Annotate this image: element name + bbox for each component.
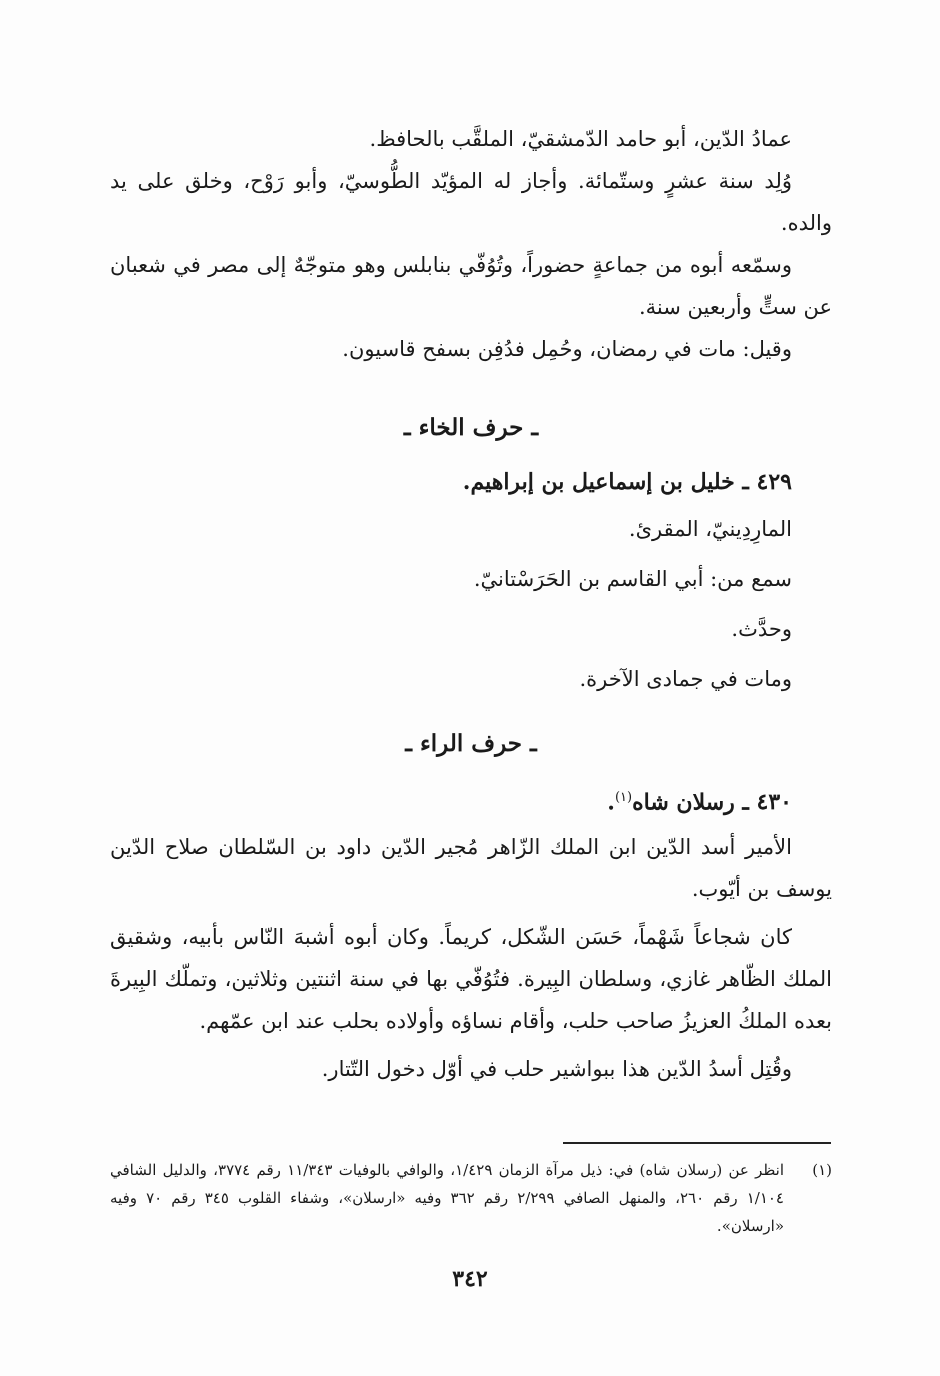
- text-line: وحدَّث.: [731, 617, 792, 641]
- section-heading-kha: ـ حرف الخاء ـ: [403, 414, 539, 441]
- top-paragraphs: [110, 118, 832, 370]
- entry-429-lines: [110, 508, 832, 700]
- footnote-marker: (١): [812, 1161, 832, 1179]
- footnote-reference[interactable]: (١): [614, 790, 633, 805]
- paragraph: الأمير أسد الدّين ابن الملك الزّاهر مُجير الدّين داود بن السّلطان صلاح الدّين يوسف بن أيّوب.: [110, 835, 832, 901]
- entry-number: ٤٣٠: [756, 789, 792, 816]
- entry-end-mark: .: [607, 789, 615, 816]
- paragraph: وُلِد سنة عشرٍ وستّمائة. وأجاز له المؤيّد الطُّوسيّ، وأبو رَوْح، وخلق على يد والده.: [110, 169, 832, 235]
- footnote-separator: [563, 1142, 831, 1144]
- footnote: [110, 1156, 832, 1240]
- entry-number: ٤٢٩: [756, 469, 792, 495]
- entry-430-paragraphs: [110, 826, 832, 1090]
- text-line: ومات في جمادى الآخرة.: [579, 667, 792, 691]
- text-line: المارِدِينيّ، المقرئ.: [628, 517, 792, 541]
- footnote-text: انظر عن (رسلان شاه) في: ذيل مرآة الزمان ١/٤٢٩، والوافي بالوفيات ١١/٣٤٣ رقم ٣٧٧٤، والدليل الشافي ١/١٠٤ رقم ٢٦٠، والمنهل الصافي ٢/٢٩٩ رقم ٣٦٢ وفيه «ارسلان»، وشفاء القلوب ٣٤٥ رقم ٧٠ وفيه «ارسلان».: [110, 1161, 785, 1235]
- paragraph: وقُتِل أسدُ الدّين هذا ببواشير حلب في أوّل دخول التّتار.: [321, 1057, 792, 1081]
- section-heading-ra: ـ حرف الراء ـ: [405, 730, 537, 757]
- entry-name: ـ خليل بن إسماعيل بن إبراهيم.: [462, 469, 749, 495]
- paragraph: وسمّعه أبوه من جماعةٍ حضوراً، وتُوُفّي بنابلس وهو متوجّهٌ إلى مصر في شعبان عن ستٍّ وأربعين سنة.: [110, 253, 832, 319]
- entry-title-430: [110, 778, 832, 822]
- paragraph: وقيل: مات في رمضان، وحُمِل فدُفِن بسفح قاسيون.: [342, 337, 792, 361]
- paragraph: عمادُ الدّين، أبو حامد الدّمشقيّ، الملقَّب بالحافظ.: [369, 127, 792, 151]
- entry-title-429: [110, 462, 832, 502]
- page-number: ٣٤٢: [452, 1266, 488, 1292]
- entry-name: ـ رسلان شاه: [632, 789, 749, 816]
- paragraph: كان شجاعاً شَهْماً، حَسَن الشّكل، كريماً. وكان أبوه أشبهَ النّاس بأبيه، وشقيق الملك الظّاهر غازي، وسلطان البِيرة. فتُوُفّي بها في سنة اثنتين وثلاثين، وتملّك البِيرةَ بعده الملكُ العزيزُ صاحب حلب، وأقام نساؤه وأولاده بحلب عند ابن عمّهم.: [110, 925, 832, 1033]
- text-line: سمع من: أبي القاسم بن الحَرَسْتانيّ.: [473, 567, 792, 591]
